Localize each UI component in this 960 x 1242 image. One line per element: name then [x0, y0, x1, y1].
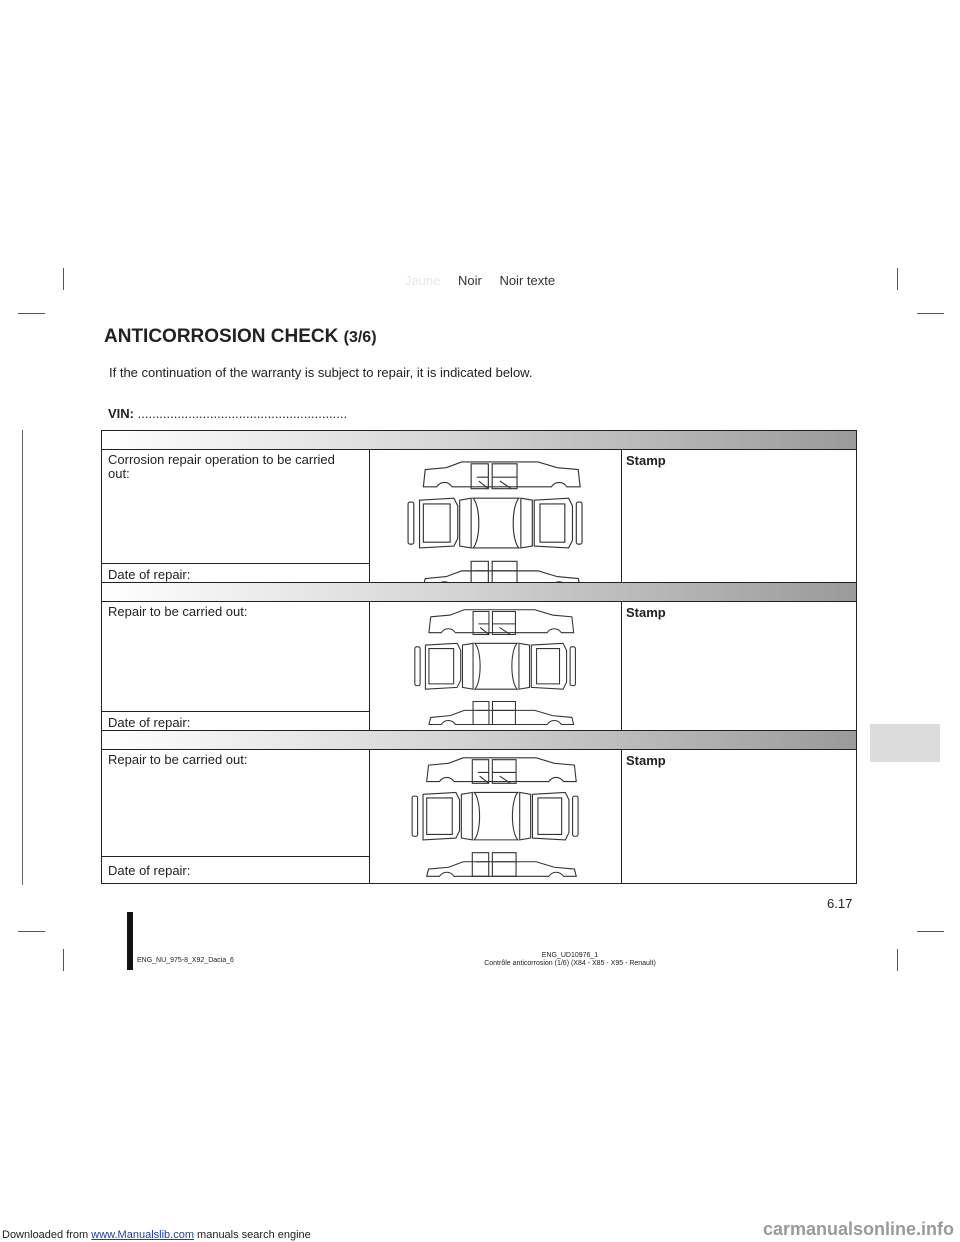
- color-labels: [0, 273, 960, 288]
- date-label: Date of repair:: [108, 863, 191, 878]
- operation-label: Repair to be carried out:: [108, 752, 248, 767]
- crop-mark: [63, 949, 64, 971]
- page-number: 6.17: [827, 896, 853, 911]
- page-title-main: ANTICORROSION CHECK: [104, 326, 339, 347]
- stamp-label: Stamp: [626, 753, 666, 768]
- vin-label: VIN:: [108, 406, 134, 421]
- stamp-cell[interactable]: [622, 750, 856, 883]
- footer-ref-line1: ENG_UD10976_1: [541, 952, 599, 959]
- car-diagram: [400, 608, 592, 728]
- crop-mark: [897, 949, 898, 971]
- banner-suffix: manuals search engine: [193, 1229, 311, 1241]
- stamp-cell[interactable]: [622, 450, 856, 584]
- download-banner-text: [2, 1229, 311, 1241]
- vin-dots: ..........................................................: [137, 406, 348, 421]
- vin-line: [108, 406, 347, 421]
- margin-line: [22, 430, 23, 885]
- stamp-cell[interactable]: [622, 602, 856, 732]
- watermark-site: carmanualsonline.info: [762, 1219, 954, 1239]
- crop-mark: [917, 931, 944, 932]
- banner-prefix: Downloaded from: [2, 1229, 92, 1241]
- block-header-bar: [102, 431, 856, 450]
- crop-mark: [917, 313, 944, 314]
- car-diagram-cell: [370, 602, 622, 732]
- footer-doc-code: ENG_NU_975-8_X92_Dacia_6: [137, 957, 234, 964]
- date-label: Date of repair:: [108, 567, 191, 582]
- block-header-bar: [102, 731, 856, 750]
- repair-block-2: [101, 582, 857, 733]
- color-label-jaune: Jaune: [404, 273, 441, 288]
- footer-ref: [440, 952, 700, 968]
- block-header-bar: [102, 583, 856, 602]
- banner-link[interactable]: www.Manualslib.com: [91, 1229, 194, 1241]
- crop-mark: [18, 313, 45, 314]
- car-diagram: [400, 756, 592, 880]
- operation-label: Corrosion repair operation to be carried out:: [108, 452, 335, 481]
- footer-thick-bar: [127, 912, 133, 970]
- car-diagram-cell: [370, 750, 622, 883]
- car-diagram: [400, 460, 592, 590]
- repair-block-3: [101, 730, 857, 884]
- stamp-label: Stamp: [626, 605, 666, 620]
- operation-label: Repair to be carried out:: [108, 604, 248, 619]
- date-cell[interactable]: [102, 856, 370, 884]
- color-label-noir-texte: Noir texte: [499, 273, 556, 288]
- page-title-sub: (3/6): [343, 329, 377, 346]
- intro-text: If the continuation of the warranty is subject to repair, it is indicated below.: [109, 365, 533, 380]
- car-diagram-cell: [370, 450, 622, 584]
- footer-ref-line2: Contrôle anticorrosion (1/6) (X84 - X85 - X95 - Renault): [484, 960, 656, 967]
- chapter-side-tab: [870, 724, 940, 762]
- stamp-label: Stamp: [626, 453, 666, 468]
- date-label: Date of repair:: [108, 715, 191, 730]
- color-label-noir: Noir: [457, 273, 482, 288]
- crop-mark: [18, 931, 45, 932]
- repair-block-1: [101, 430, 857, 585]
- page-title: [104, 326, 377, 348]
